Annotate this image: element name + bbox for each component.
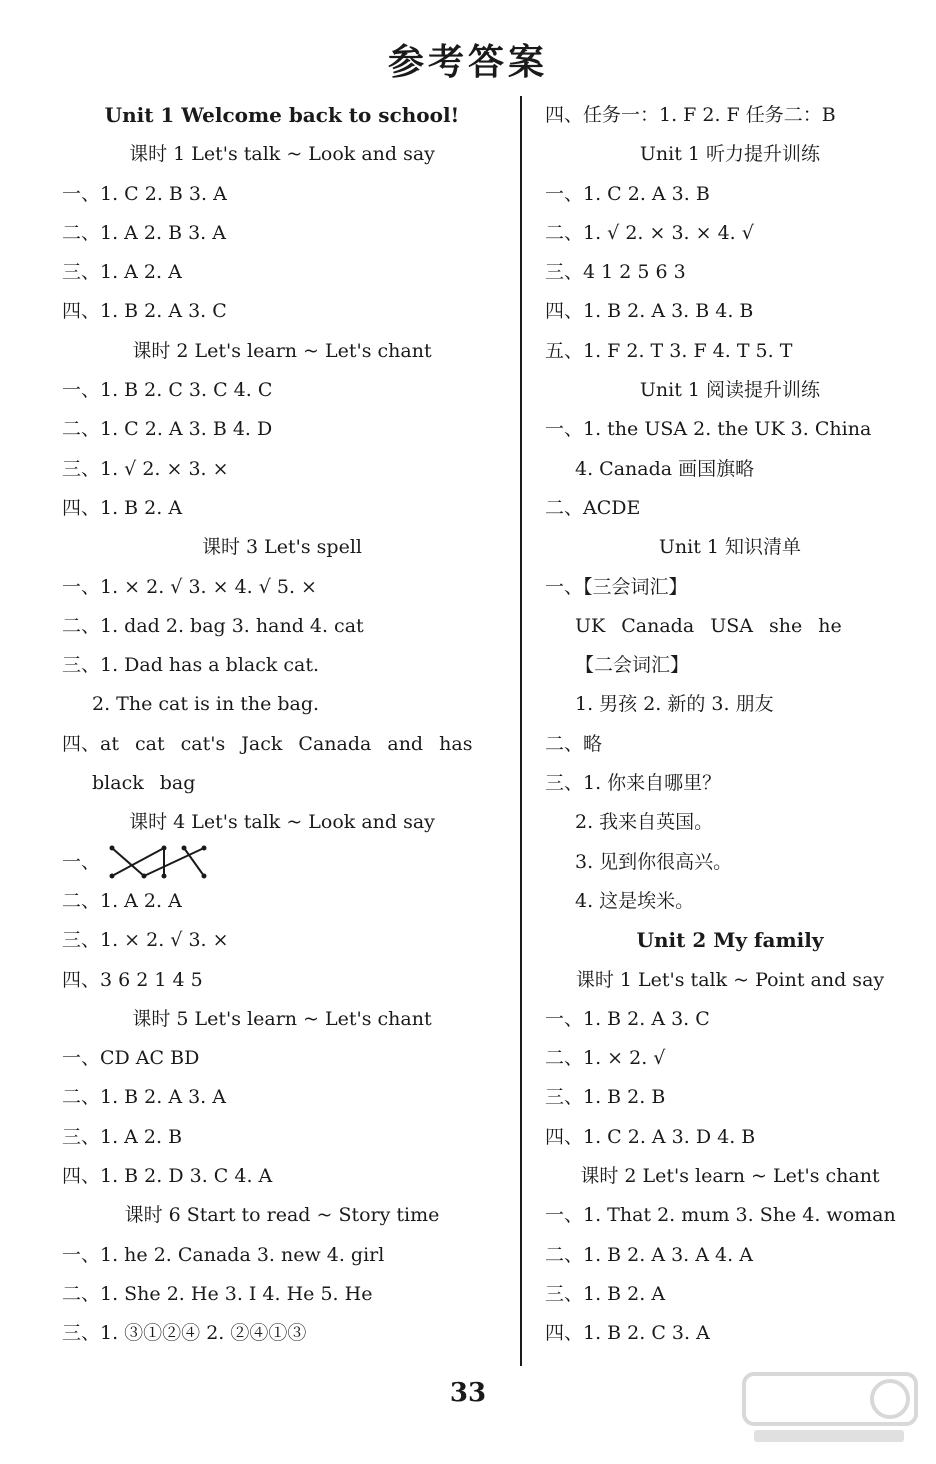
answer-line [545, 1000, 915, 1039]
answer-line [545, 1314, 915, 1353]
answer-text: 四、1. C 2. A 3. D 4. B [545, 1125, 756, 1148]
answer-text: 一、1. B 2. A 3. C [545, 1007, 710, 1030]
answer-text: 四、1. B 2. C 3. A [545, 1322, 710, 1345]
answer-text: 二、1. dad 2. bag 3. hand 4. cat [62, 614, 364, 637]
answer-line [545, 882, 915, 921]
answer-line [545, 725, 915, 764]
answer-text: 课时 1 Let's talk ~ Look and say [129, 143, 435, 166]
answer-line [545, 1275, 915, 1314]
answer-text: 四、3 6 2 1 4 5 [62, 968, 203, 991]
answer-text: 一、1. C 2. A 3. B [545, 182, 710, 205]
answer-text: 二、1. C 2. A 3. B 4. D [62, 418, 273, 441]
answer-line [62, 961, 502, 1000]
answer-text: 3. 见到你很高兴。 [575, 850, 733, 873]
answer-text: 一、1. he 2. Canada 3. new 4. girl [62, 1243, 385, 1266]
answer-line [545, 214, 915, 253]
answer-line [62, 882, 502, 921]
answer-line [545, 1078, 915, 1117]
answer-line [545, 843, 915, 882]
answer-text: 课时 2 Let's learn ~ Let's chant [580, 1165, 880, 1188]
answer-text: 四、1. B 2. A 3. C [62, 300, 227, 323]
answer-text: Unit 1 Welcome back to school! [104, 103, 460, 127]
page-title: 参考答案 [387, 41, 548, 83]
answer-line [62, 1236, 502, 1275]
answer-text: 2. The cat is in the bag. [92, 693, 320, 716]
answer-line [545, 685, 915, 724]
answer-text: 二、1. B 2. A 3. A 4. A [545, 1243, 753, 1266]
answer-line [545, 489, 915, 528]
answer-text: 二、1. A 2. A [62, 889, 182, 912]
answer-line [545, 1118, 915, 1157]
answer-line [545, 253, 915, 292]
answer-text: 一、 [62, 850, 101, 873]
answer-line [62, 1039, 502, 1078]
answer-text: 二、1. B 2. A 3. A [62, 1086, 226, 1109]
answer-line [62, 371, 502, 410]
answer-text: 三、1. A 2. B [62, 1125, 183, 1148]
left-column [62, 96, 502, 1354]
answer-line [62, 1314, 502, 1353]
answer-text: Unit 1 知识清单 [658, 536, 802, 559]
answer-line [545, 96, 915, 135]
section-heading [62, 96, 502, 135]
answer-text: 课时 2 Let's learn ~ Let's chant [132, 339, 432, 362]
answer-line [545, 175, 915, 214]
answer-text: 五、1. F 2. T 3. F 4. T 5. T [545, 339, 793, 362]
answer-text: 二、1. A 2. B 3. A [62, 221, 226, 244]
section-heading [545, 961, 915, 1000]
answer-line [545, 568, 915, 607]
answer-line [62, 1275, 502, 1314]
answer-text: Unit 2 My family [636, 928, 824, 953]
section-heading [62, 803, 502, 842]
answer-text: 三、1. Dad has a black cat. [62, 654, 320, 677]
answer-text: 1. 男孩 2. 新的 3. 朋友 [575, 693, 774, 716]
section-heading [545, 528, 915, 567]
answer-text: 三、1. ③①②④ 2. ②④①③ [62, 1322, 307, 1345]
answer-line [545, 646, 915, 685]
answer-line [62, 489, 502, 528]
answer-text: 一、1. × 2. √ 3. × 4. √ 5. × [62, 575, 317, 598]
answer-text: 二、1. × 2. √ [545, 1047, 666, 1070]
answer-line [62, 1078, 502, 1117]
answer-text: 四、1. B 2. A [62, 496, 183, 519]
answer-line [545, 803, 915, 842]
answer-line [545, 764, 915, 803]
answer-text: 三、1. B 2. B [545, 1086, 666, 1109]
answer-text: 课时 6 Start to read ~ Story time [124, 1204, 440, 1227]
answer-line [62, 175, 502, 214]
answer-text: 一、1. That 2. mum 3. She 4. woman [545, 1204, 896, 1227]
answer-text: 4. 这是埃米。 [575, 889, 695, 912]
answer-text: 课时 1 Let's talk ~ Point and say [575, 968, 885, 991]
answer-text: 四、任务一：1. F 2. F 任务二：B [545, 104, 836, 126]
section-heading [62, 528, 502, 567]
answer-text: 一、CD AC BD [62, 1047, 200, 1070]
answer-line [62, 1157, 502, 1196]
answer-line [545, 292, 915, 331]
section-heading [62, 1000, 502, 1039]
column-divider [520, 96, 522, 1366]
answer-line [62, 410, 502, 449]
answer-text: 二、略 [545, 732, 603, 755]
answer-line [62, 843, 502, 882]
answer-line [62, 646, 502, 685]
answer-line [62, 921, 502, 960]
answer-text: 课时 5 Let's learn ~ Let's chant [132, 1007, 432, 1030]
answer-text: 四、1. B 2. A 3. B 4. B [545, 300, 754, 323]
answer-text: Unit 1 阅读提升训练 [639, 379, 821, 402]
section-heading [545, 1157, 915, 1196]
answer-line [62, 1118, 502, 1157]
section-heading [545, 135, 915, 174]
answer-line [62, 214, 502, 253]
page-number: 33 [449, 1378, 487, 1408]
answer-line [545, 1196, 915, 1235]
section-heading [62, 135, 502, 174]
answer-line [545, 332, 915, 371]
section-heading [62, 1196, 502, 1235]
answer-text: 一、1. the USA 2. the UK 3. China [545, 418, 872, 441]
answer-line [62, 568, 502, 607]
matching-lines-icon [104, 844, 214, 880]
answer-line [62, 292, 502, 331]
answer-text: 四、1. B 2. D 3. C 4. A [62, 1165, 273, 1188]
right-column [545, 96, 915, 1354]
answer-text: 【二会词汇】 [575, 654, 690, 677]
answer-text: 二、1. √ 2. × 3. × 4. √ [545, 221, 754, 244]
answer-line [545, 450, 915, 489]
answer-text: 课时 3 Let's spell [202, 536, 362, 559]
answer-text: UK Canada USA she he [575, 614, 842, 637]
answer-line [545, 1039, 915, 1078]
answer-text: 三、1. A 2. A [62, 261, 182, 284]
answer-text: 二、1. She 2. He 3. I 4. He 5. He [62, 1282, 373, 1305]
answer-text: 二、ACDE [545, 496, 641, 519]
answer-text: 三、4 1 2 5 6 3 [545, 261, 686, 284]
answer-text: black bag [92, 772, 196, 795]
answer-line [545, 607, 915, 646]
section-heading [545, 921, 915, 960]
answer-line [62, 607, 502, 646]
answer-text: 2. 我来自英国。 [575, 811, 714, 834]
answer-line [62, 450, 502, 489]
section-heading [62, 332, 502, 371]
answer-text: 一、1. C 2. B 3. A [62, 182, 227, 205]
section-heading [545, 371, 915, 410]
answer-line [545, 1236, 915, 1275]
answer-text: Unit 1 听力提升训练 [639, 143, 821, 166]
answer-text: 一、【三会词汇】 [545, 575, 688, 598]
answer-text: 4. Canada 画国旗略 [575, 457, 755, 480]
answer-text: 三、1. 你来自哪里？ [545, 772, 722, 795]
answer-text: 课时 4 Let's talk ~ Look and say [129, 811, 435, 834]
watermark-logo-icon [740, 1368, 920, 1448]
answer-line [62, 685, 502, 724]
answer-line [62, 253, 502, 292]
answer-text: 三、1. √ 2. × 3. × [62, 457, 229, 480]
answer-text: 三、1. B 2. A [545, 1282, 666, 1305]
answer-line [545, 410, 915, 449]
answer-line [62, 764, 502, 803]
answer-text: 四、at cat cat's Jack Canada and has [62, 732, 473, 755]
answer-text: 三、1. × 2. √ 3. × [62, 929, 229, 952]
answer-text: 一、1. B 2. C 3. C 4. C [62, 379, 273, 402]
answer-line [62, 725, 502, 764]
